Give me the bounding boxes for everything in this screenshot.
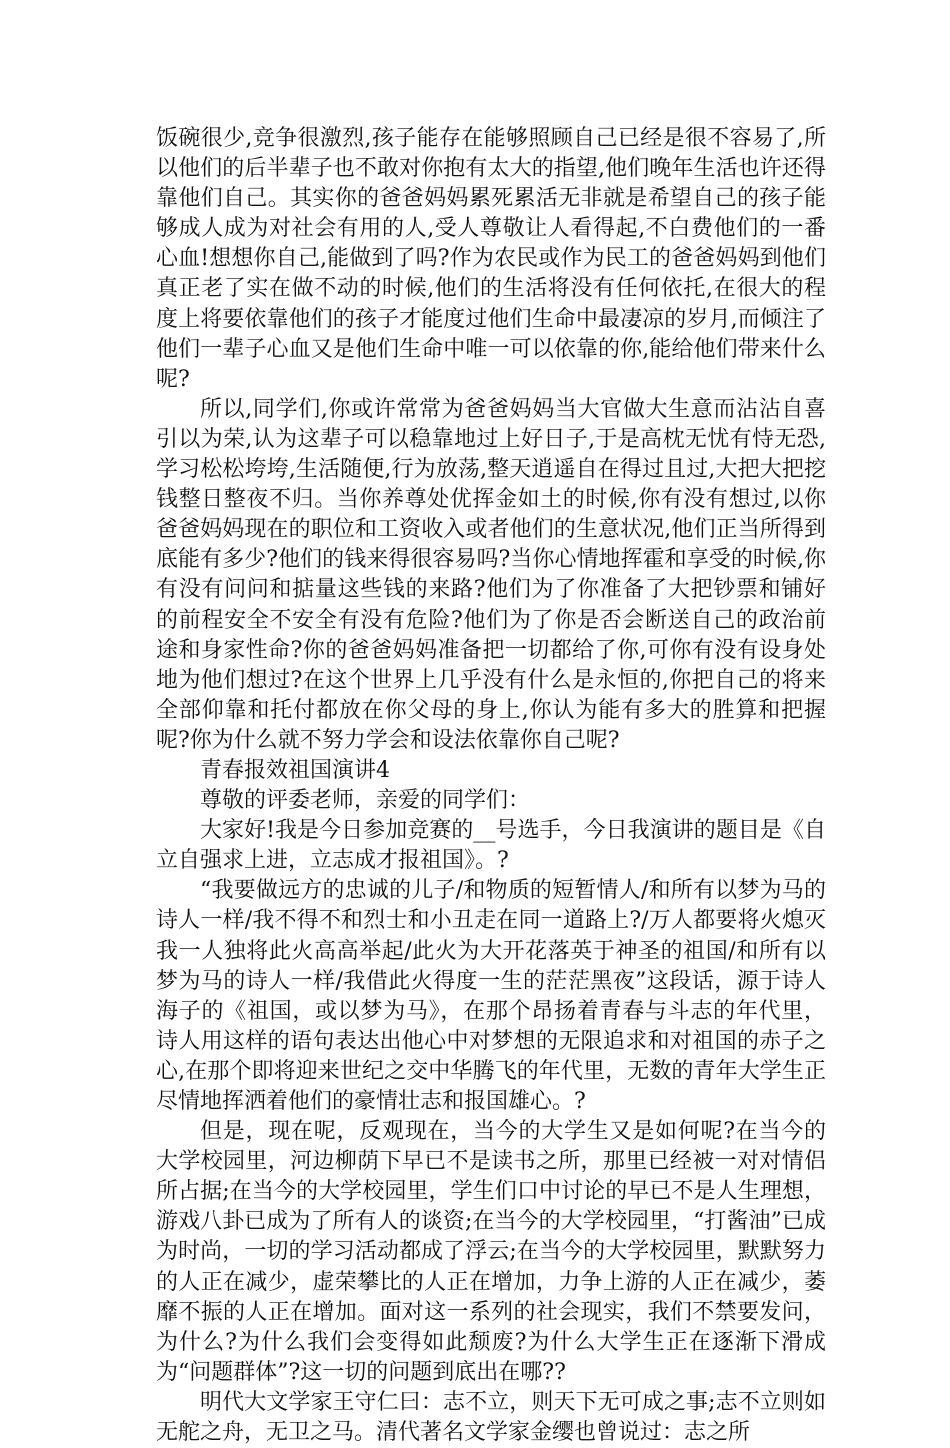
paragraph-3: 大家好!我是今日参加竞赛的__号选手，今日我演讲的题目是《自立自强求上进，立志成才报祖国》。? <box>156 818 826 874</box>
paragraph-6: 明代大文学家王守仁曰：志不立，则天下无可成之事;志不立则如无舵之舟，无卫之马。清代著名文学家金缨也曾说过：志之所 <box>156 1389 826 1446</box>
document-body <box>156 124 826 1448</box>
paragraph-1: 饭碗很少,竞争很激烈,孩子能存在能够照顾自己已经是很不容易了,所以他们的后半辈子也不敢对你抱有太大的指望,他们晚年生活也许还得靠他们自己。其实你的爸爸妈妈累死累活无非就是希望自己的孩子能够成人成为对社会有用的人,受人尊敬让人看得起,不白费他们的一番心血!想想你自己,能做到了吗?作为农民或作为民工的爸爸妈妈到他们真正老了实在做不动的时候,他们的生活将没有任何依托,在很大的程度上将要依靠他们的孩子才能度过他们生命中最凄凉的岁月,而倾注了他们一辈子心血又是他们生命中唯一可以依靠的你,能给他们带来什么呢? <box>156 126 826 392</box>
paragraph-4: “我要做远方的忠诚的儿子/和物质的短暂情人/和所有以梦为马的诗人一样/我不得不和烈士和小丑走在同一道路上?/万人都要将火熄灭我一人独将此火高高举起/此火为大开花落英于神圣的祖国/和所有以梦为马的诗人一样/我借此火得度一生的茫茫黑夜”这段话，源于诗人海子的《祖国，或以梦为马》，在那个昂扬着青春与斗志的年代里，诗人用这样的语句表达出他心中对梦想的无限追求和对祖国的赤子之心,在那个即将迎来世纪之交中华腾飞的年代里，无数的青年大学生正尽情地挥洒着他们的豪情壮志和报国雄心。? <box>156 878 826 1114</box>
section-heading: 青春报效祖国演讲4 <box>200 757 390 783</box>
salutation: 尊敬的评委老师，亲爱的同学们： <box>200 788 531 814</box>
paragraph-5: 但是，现在呢，反观现在，当今的大学生又是如何呢?在当今的大学校园里，河边柳荫下早已不是读书之所，那里已经被一对对情侣所占据;在当今的大学校园里，学生们口中讨论的早已不是人生理想，游戏八卦已成为了所有人的谈资;在当今的大学校园里，“打酱油”已成为时尚，一切的学习活动都成了浮云;在当今的大学校园里，默默努力的人正在减少，虚荣攀比的人正在增加，力争上游的人正在减少，萎靡不振的人正在增加。面对这一系列的社会现实，我们不禁要发问，为什么?为什么我们会变得如此颓废?为什么大学生正在逐渐下滑成为“问题群体”?这一切的问题到底出在哪?? <box>156 1119 826 1385</box>
paragraph-2: 所以,同学们,你或许常常为爸爸妈妈当大官做大生意而沾沾自喜引以为荣,认为这辈子可以稳靠地过上好日子,于是高枕无忧有恃无恐,学习松松垮垮,生活随便,行为放荡,整天逍遥自在得过且过,大把大把挖钱整日整夜不归。当你养尊处优挥金如土的时候,你有没有想过,以你爸爸妈妈现在的职位和工资收入或者他们的生意状况,他们正当所得到底能有多少?他们的钱来得很容易吗?当你心情地挥霍和享受的时候,你有没有问问和掂量这些钱的来路?他们为了你准备了大把钞票和铺好的前程安全不安全有没有危险?他们为了你是否会断送自己的政治前途和身家性命?你的爸爸妈妈准备把一切都给了你,可你有没有设身处地为他们想过?在这个世界上几乎没有什么是永恒的,你把自己的将来全部仰靠和托付都放在你父母的身上,你认为能有多大的胜算和把握呢?你为什么就不努力学会和设法依靠你自己呢? <box>156 396 826 753</box>
